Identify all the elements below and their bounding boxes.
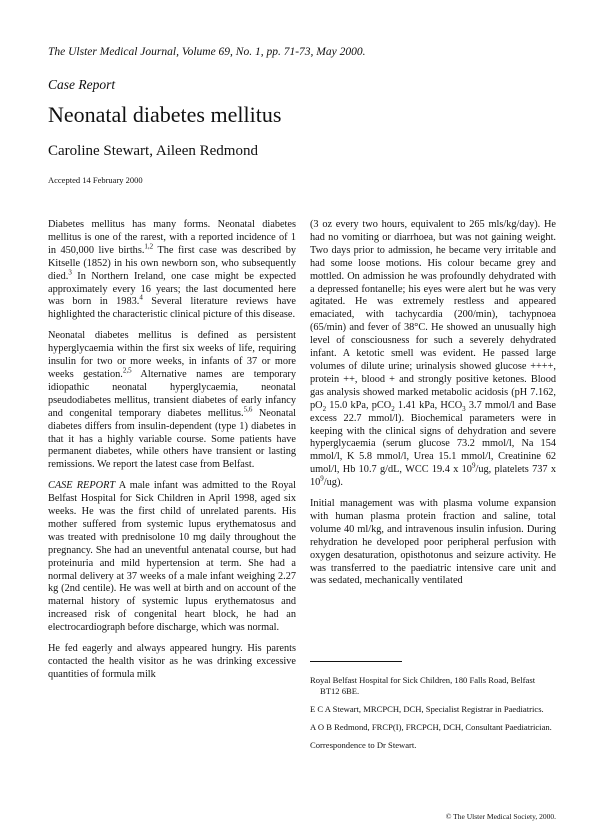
affiliation-author-2: A O B Redmond, FRCP(I), FRCPCH, DCH, Consultant Paediatrician.: [310, 722, 552, 732]
section-runin-heading: CASE REPORT: [48, 480, 116, 492]
body-column-left: [48, 219, 296, 688]
text-run: Neonatal diabetes differs from insulin-dependent (type 1) diabetes in that it has a highly variable course. Some patients have permanent diabetes, while others have transient or lasting remissions. We report the latest case from Belfast.: [48, 407, 296, 471]
author-list: Caroline Stewart, Aileen Redmond: [48, 143, 258, 159]
definition-paragraph: [48, 330, 296, 472]
citation-ref: 5,6: [243, 405, 253, 414]
accepted-date: Accepted 14 February 2000: [48, 175, 143, 185]
text-run: 3.7 mmol/l and Base excess 22.7 mmol/l). Biochemical parameters were in keeping with the clinical signs of dehydration and severe hyperglycaemia (serum glucose 73.2 mmol/l, Na 154 mmol/l, K 5.8 mmol/l, Urea 15.1 mmol/l, Creatinine 62 umol/l, Hb 10.7 g/dL, WCC 19.4 x 10: [310, 399, 556, 476]
text-run: /ug).: [323, 477, 343, 489]
admission-paragraph: [310, 219, 556, 490]
text-run: The first case was described by Kitselle (1852) in his own newborn son, who subsequently died.: [48, 244, 296, 282]
text-run: Diabetes mellitus has many forms. Neonatal diabetes mellitus is one of the rarest, with a reported incidence of 1 in 450,000 live births.: [48, 219, 296, 256]
text-run: A male infant was admitted to the Royal Belfast Hospital for Sick Children in April 1998, aged six weeks. He was the first child of unrelated parents. His mother suffered from systemic lupus erythematosus and was treated with prednisolone 10 mg daily throughout the pregnancy. She had an uneventful antenatal course, but had proteinuria and mild hypertension at term. She had a normal delivery at 37 weeks of a male infant weighing 2.27 kg (2nd centile). He was well at birth and on account of the maternal history of systemic lupus erythematosus and increased risk of congenital heart block, he had an electrocardiograph before discharge, which was normal.: [48, 480, 296, 634]
text-run: 15.0 kPa, pCO: [326, 399, 392, 411]
copyright-notice: © The Ulster Medical Society, 2000.: [445, 812, 556, 821]
text-run: 1.41 kPa, HCO: [394, 399, 463, 411]
text-run: (3 oz every two hours, equivalent to 265 mls/kg/day). He had no vomiting or diarrhoea, but was not gaining weight. Two days prior to admission, he became very irritable and had some loose motions. His colour became grey and mottled. On admission he was profoundly dehydrated with a depressed fontanelle; his eyes were alert but he was very agitated. He was extremely restless and appeared emaciated, with tachycardia (200/min), tachypnoea (65/min) and fever of 38°C. He showed an unusually high level of consciousness for such a severely dehydrated infant. A ketotic smell was evident. He passed large volumes of dilute urine; urinalysis showed glucose ++++, protein ++, blood + and strongly positive ketones. Blood gas analysis showed marked metabolic acidosis (pH 7.162, pO: [310, 219, 556, 411]
citation-ref: 4: [139, 294, 143, 303]
text-run: Neonatal diabetes mellitus is defined as persistent hyperglycaemia within the first six weeks of life, requiring insulin for two or more weeks, in infants of 37 or more weeks gestation.: [48, 330, 296, 380]
management-paragraph: Initial management was with plasma volume expansion with human plasma protein fraction and saline, total volume 40 ml/kg, and intravenous insulin infusion. During rehydration he developed poor peripheral perfusion with oxygen desaturation, opisthotonus and seizure activity. He was transferred to the paediatric intensive care unit and was sedated, mechanically ventilated: [310, 498, 556, 587]
text-run: /ug, platelets 737 x 10: [310, 464, 557, 489]
text-run: Alternative names are temporary idiopathic neonatal hyperglycaemia, neonatal pseudodiabetes mellitus, transient diabetes of early infancy and congenital temporary diabetes mellitus.: [48, 368, 297, 419]
journal-citation: The Ulster Medical Journal, Volume 69, No. 1, pp. 71-73, May 2000.: [48, 46, 366, 58]
text-run: In Northern Ireland, one case might be expected approximately every 16 years; the last documented here was born in 1983.: [48, 270, 296, 308]
citation-ref: 3: [68, 268, 72, 277]
text-run: Several literature reviews have highlighted the characteristic clinical picture of this disease.: [48, 296, 296, 321]
case-report-paragraph: [48, 480, 296, 635]
subscript: 2: [322, 404, 327, 413]
article-title: Neonatal diabetes mellitus: [48, 102, 282, 127]
body-column-right: [310, 219, 556, 594]
intro-paragraph: [48, 219, 296, 322]
citation-ref: 1,2: [144, 242, 154, 251]
superscript: 9: [320, 474, 324, 483]
subscript: 2: [391, 404, 395, 413]
affiliation-author-1: E C A Stewart, MRCPCH, DCH, Specialist Registrar in Paediatrics.: [310, 704, 544, 714]
correspondence-note: Correspondence to Dr Stewart.: [310, 740, 417, 750]
subscript: 3: [462, 404, 466, 413]
superscript: 9: [471, 461, 476, 470]
affiliations-block: [310, 675, 556, 758]
footnote-divider: [310, 661, 402, 662]
feeding-paragraph: He fed eagerly and always appeared hungry. His parents contacted the health visitor as he was drinking excessive quantities of formula milk: [48, 643, 296, 680]
article-type: Case Report: [48, 77, 116, 92]
affiliation-institution: Royal Belfast Hospital for Sick Children, 180 Falls Road, Belfast BT12 6BE.: [310, 675, 536, 696]
citation-ref: 2,5: [122, 366, 132, 375]
